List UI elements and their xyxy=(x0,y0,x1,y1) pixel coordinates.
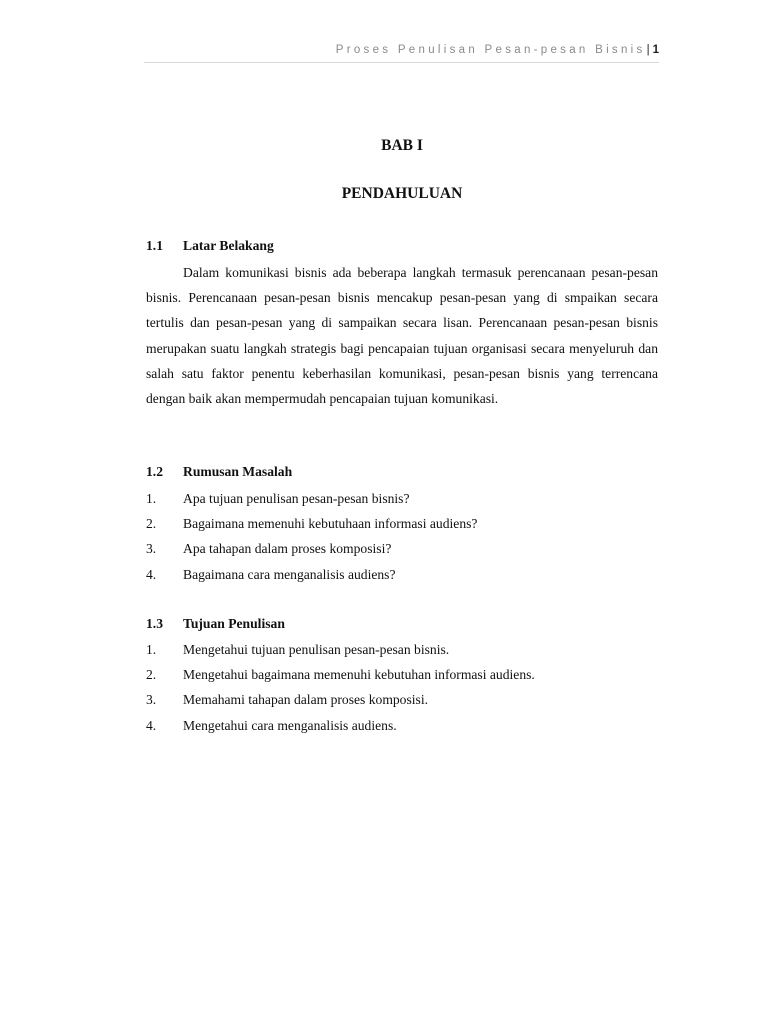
list-item xyxy=(146,687,658,712)
list-item-text: Apa tujuan penulisan pesan-pesan bisnis? xyxy=(183,491,410,506)
list-item-number: 1. xyxy=(146,642,157,657)
list-item-text: Bagaimana memenuhi kebutuhaan informasi audiens? xyxy=(183,516,478,532)
list-item xyxy=(146,662,658,687)
list-item xyxy=(146,511,658,536)
problem-list xyxy=(146,486,658,587)
list-item-text: Mengetahui cara menganalisis audiens. xyxy=(183,717,397,733)
section-number: 1.3 xyxy=(146,616,163,631)
chapter-title: PENDAHULUAN xyxy=(341,185,463,202)
list-item-text: Bagaimana cara menganalisis audiens? xyxy=(183,566,396,582)
page-number: 1 xyxy=(652,44,659,56)
chapter-label: BAB I xyxy=(381,137,423,154)
list-item-number: 3. xyxy=(146,541,157,557)
running-header-title: Proses Penulisan Pesan-pesan Bisnis xyxy=(335,44,646,56)
header-rule xyxy=(144,62,659,63)
list-item-text: Mengetahui tujuan penulisan pesan-pesan bisnis. xyxy=(183,642,450,657)
list-item-number: 1. xyxy=(146,491,157,506)
list-item xyxy=(146,637,658,662)
section-heading-text: Tujuan Penulisan xyxy=(183,616,285,631)
list-item-number: 2. xyxy=(146,667,157,683)
objective-list xyxy=(146,637,658,738)
list-item-number: 4. xyxy=(146,566,157,582)
list-item xyxy=(146,562,658,587)
section-heading-tujuan-penulisan xyxy=(146,616,658,632)
running-header-separator: | xyxy=(646,44,650,56)
list-item-text: Mengetahui bagaimana memenuhi kebutuhan informasi audiens. xyxy=(183,667,535,683)
list-item-number: 3. xyxy=(146,692,157,708)
background-paragraph: Dalam komunikasi bisnis ada beberapa langkah termasuk perencanaan pesan-pesan bisnis. Perencanaan pesan-pesan bisnis mencakup pesan-pesan yang di smpaikan secara tertulis dan pesan-pesan yang di sampaikan secara lisan. Perencanaan pesan-pesan bisnis merupakan suatu langkah strategis bagi pencapaian tujuan organisasi secara menyeluruh dan salah satu faktor penentu keberhasilan komunikasi, pesan-pesan bisnis yang terrencana dengan baik akan mempermudah pencapaian tujuan komunikasi. xyxy=(146,265,658,407)
list-item-number: 2. xyxy=(146,516,157,532)
list-item xyxy=(146,536,658,561)
section-number: 1.1 xyxy=(146,238,163,253)
section-heading-text: Latar Belakang xyxy=(183,238,274,253)
section-number: 1.2 xyxy=(146,464,163,479)
section-heading-rumusan-masalah xyxy=(146,464,658,480)
list-item xyxy=(146,713,658,738)
section-heading-latar-belakang xyxy=(146,238,658,254)
list-item-text: Apa tahapan dalam proses komposisi? xyxy=(183,541,392,557)
list-item xyxy=(146,486,658,511)
running-header xyxy=(144,44,659,61)
list-item-text: Memahami tahapan dalam proses komposisi. xyxy=(183,692,429,708)
section-heading-text: Rumusan Masalah xyxy=(183,464,293,479)
list-item-number: 4. xyxy=(146,717,157,733)
